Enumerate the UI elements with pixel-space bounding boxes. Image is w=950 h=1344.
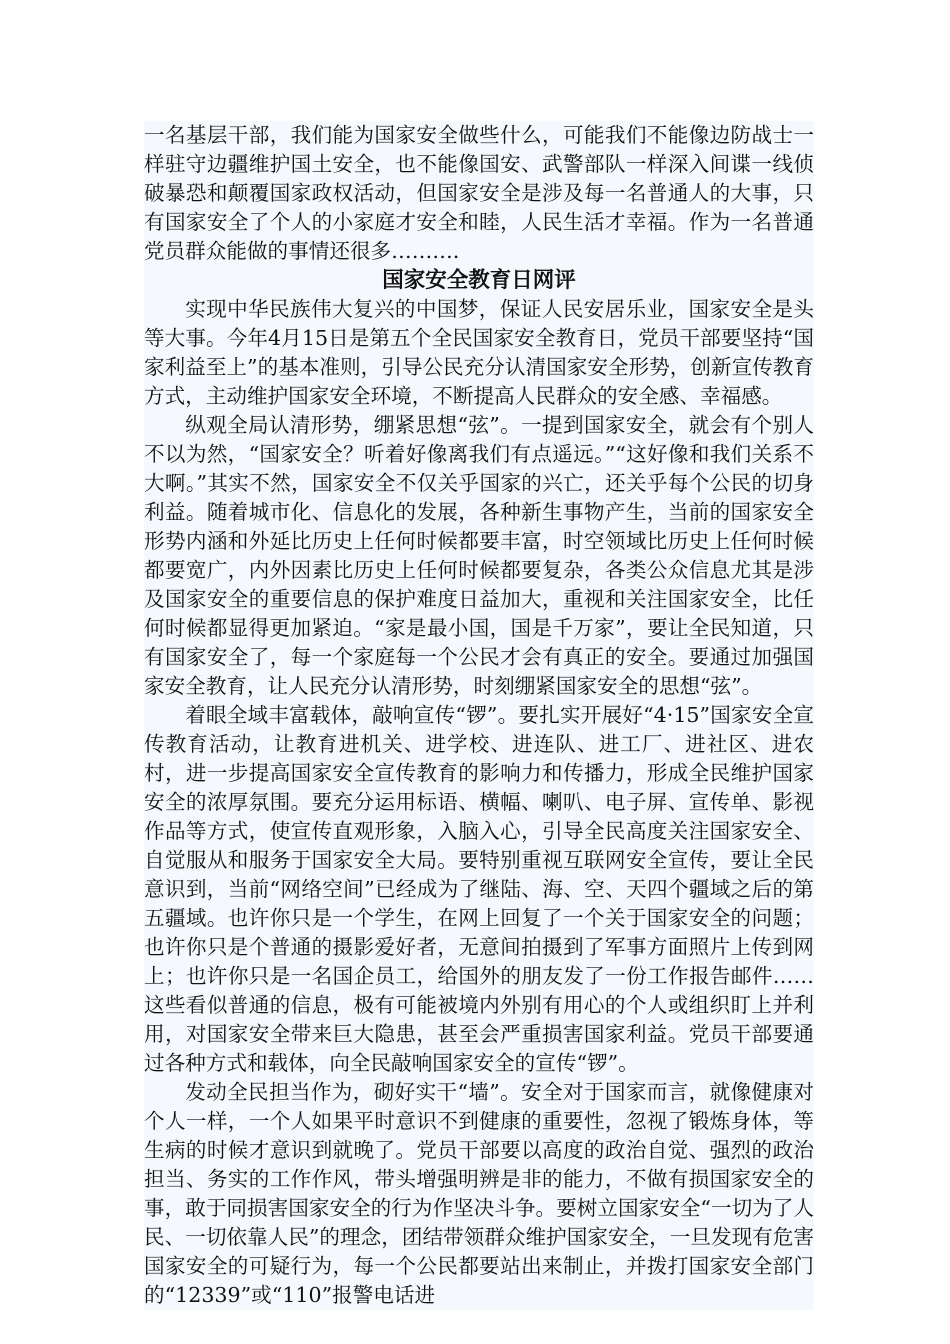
body-paragraph-4: 发动全民担当作为，砌好实干“墙”。安全对于国家而言，就像健康对个人一样，一个人如果平时意识不到健康的重要性，忽视了锻炼身体，等生病的时候才意识到就晚了。党员干部要以高度的政治自觉、强烈的政治担当、务实的工作作风，带头增强明辨是非的能力，不做有损国家安全的事，敢于同损害国家安全的行为作坚决斗争。要树立国家安全“一切为了人民、一切依靠人民”的理念，团结带领群众维护国家安全，一旦发现有危害国家安全的可疑行为，每一个公民都要站出来制止，并拨打国家安全部门的“12339”或“110”报警电话进 (144, 1080, 814, 1307)
document-body (144, 121, 814, 1310)
article-title: 国家安全教育日网评 (382, 268, 576, 293)
body-paragraph-3: 着眼全域丰富载体，敲响宣传“锣”。要扎实开展好“4·15”国家安全宣传教育活动，让教育进机关、进学校、进连队、进工厂、进社区、进农村，进一步提高国家安全宣传教育的影响力和传播力，形成全民维护国家安全的浓厚氛围。要充分运用标语、横幅、喇叭、电子屏、宣传单、影视作品等方式，使宣传直观形象，入脑入心，引导全民高度关注国家安全、自觉服从和服务于国家安全大局。要特别重视互联网安全宣传，要让全民意识到，当前“网络空间”已经成为了继陆、海、空、天四个疆域之后的第五疆域。也许你只是一个学生，在网上回复了一个关于国家安全的问题；也许你只是个普通的摄影爱好者，无意间拍摄到了军事方面照片上传到网上；也许你只是一名国企员工，给国外的朋友发了一份工作报告邮件……这些看似普通的信息，极有可能被境内外别有用心的个人或组织盯上并利用，对国家安全带来巨大隐患，甚至会严重损害国家利益。党员干部要通过各种方式和载体，向全民敲响国家安全的宣传“锣”。 (144, 703, 814, 1075)
body-paragraph-2: 纵观全局认清形势，绷紧思想“弦”。一提到国家安全，就会有个别人不以为然，“国家安全？听着好像离我们有点遥远。”“这好像和我们关系不大啊。”其实不然，国家安全不仅关乎国家的兴亡，还关乎每个公民的切身利益。随着城市化、信息化的发展，各种新生事物产生，当前的国家安全形势内涵和外延比历史上任何时候都要丰富，时空领域比历史上任何时候都要宽广，内外因素比历史上任何时候都要复杂，各类公众信息尤其是涉及国家安全的重要信息的保护难度日益加大，重视和关注国家安全，比任何时候都显得更加紧迫。“家是最小国，国是千万家”，要让全民知道，只有国家安全了，每一个家庭每一个公民才会有真正的安全。要通过加强国家安全教育，让人民充分认清形势，时刻绷紧国家安全的思想“弦”。 (144, 413, 814, 698)
document-page (144, 121, 814, 1310)
body-paragraph-1: 实现中华民族伟大复兴的中国梦，保证人民安居乐业，国家安全是头等大事。今年4月15日是第五个全民国家安全教育日，党员干部要坚持“国家利益至上”的基本准则，引导公民充分认清国家安全形势，创新宣传教育方式，主动维护国家安全环境，不断提高人民群众的安全感、幸福感。 (144, 297, 814, 408)
intro-paragraph: 一名基层干部，我们能为国家安全做些什么，可能我们不能像边防战士一样驻守边疆维护国土安全，也不能像国安、武警部队一样深入间谍一线侦破暴恐和颠覆国家政权活动，但国家安全是涉及每一名普通人的大事，只有国家安全了个人的小家庭才安全和睦，人民生活才幸福。作为一名普通党员群众能做的事情还很多………． (144, 123, 814, 263)
